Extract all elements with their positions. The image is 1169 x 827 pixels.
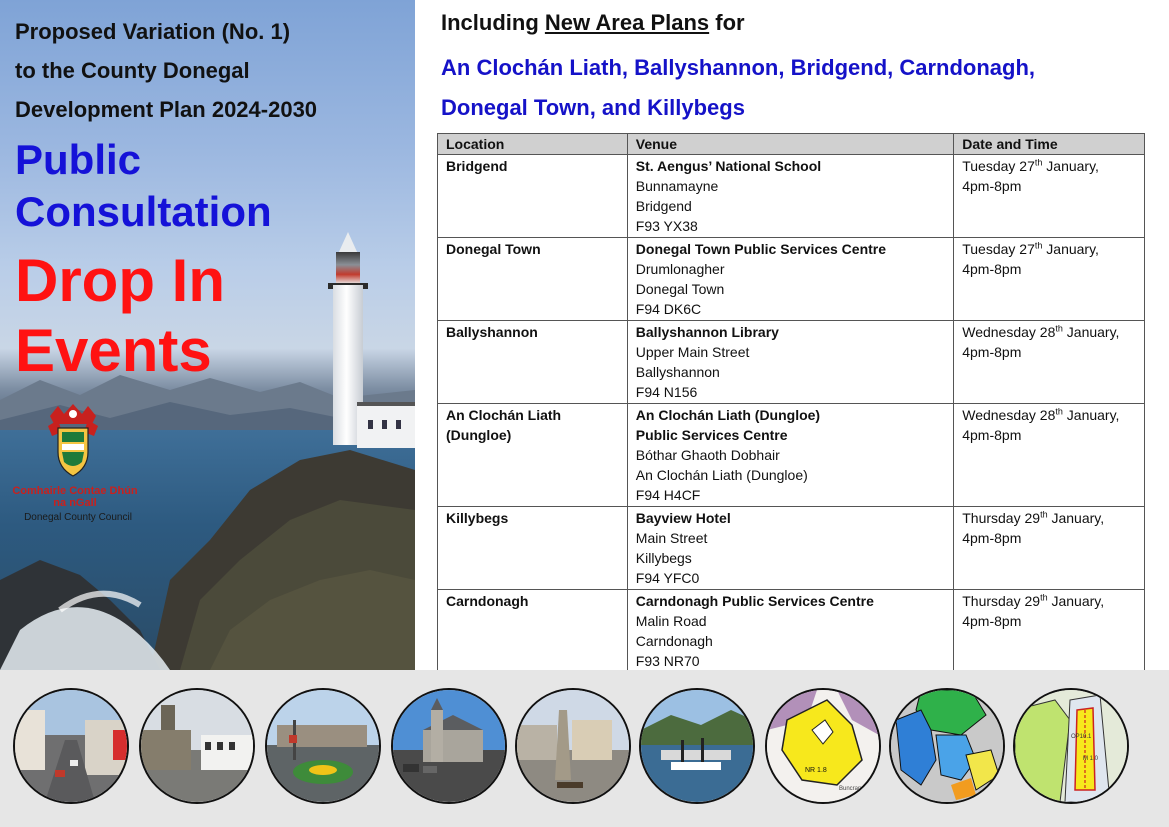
variation-title — [15, 12, 410, 129]
date-day: Wednesday 28 — [962, 407, 1056, 423]
venue-eircode: F93 NR70 — [635, 653, 700, 669]
venue-address-line: Carndonagh — [635, 633, 713, 649]
public-line: Public — [15, 136, 142, 183]
town-photo-harbour — [639, 688, 755, 804]
cottage-window — [382, 420, 387, 429]
venue-address-line: Drumlonagher — [635, 261, 725, 277]
location-cell — [438, 321, 628, 404]
venue-cell — [627, 155, 953, 238]
date-month: January, — [1042, 241, 1099, 257]
venue-name: St. Aengus’ National School — [635, 158, 822, 174]
venue-name: An Clochán Liath (Dungloe) — [635, 407, 821, 423]
venue-eircode: F94 H4CF — [635, 487, 701, 503]
date-time-cell — [954, 507, 1145, 590]
header-location: Location — [438, 134, 628, 155]
date-day: Tuesday 27 — [962, 158, 1035, 174]
event-time: 4pm-8pm — [962, 530, 1022, 546]
table-row — [438, 321, 1145, 404]
location-line: (Dungloe) — [446, 427, 512, 443]
drop-line: Events — [15, 317, 212, 384]
venue-address-line: An Clochán Liath (Dungloe) — [635, 467, 808, 483]
drop-line: Drop In — [15, 247, 225, 314]
town-photo-square — [139, 688, 255, 804]
date-suffix: th — [1055, 323, 1063, 334]
venue-cell — [627, 404, 953, 507]
event-date — [962, 322, 1136, 342]
towns-line: Donegal Town, and Killybegs — [441, 95, 745, 120]
lighthouse-cap — [338, 232, 358, 254]
venue-address-line: Bridgend — [635, 198, 692, 214]
table-header-row — [438, 134, 1145, 155]
date-suffix: th — [1040, 509, 1048, 520]
event-date — [962, 239, 1136, 259]
event-date — [962, 405, 1136, 425]
venue-table — [437, 133, 1145, 673]
event-date — [962, 508, 1136, 528]
date-time-cell — [954, 590, 1145, 673]
date-month: January, — [1042, 158, 1099, 174]
cottage-window — [368, 420, 373, 429]
area-plan-map-2 — [889, 688, 1005, 804]
location-cell — [438, 155, 628, 238]
council-name-irish: Comhairle Contae Dhún na nGall — [12, 485, 138, 509]
date-time-cell — [954, 238, 1145, 321]
headline-new-area-plans: New Area Plans — [544, 10, 710, 35]
date-suffix: th — [1034, 157, 1043, 168]
header-date-time: Date and Time — [954, 134, 1145, 155]
table-row — [438, 404, 1145, 507]
location-cell — [438, 507, 628, 590]
venue-address-line: Donegal Town — [635, 281, 725, 297]
venue-address-line: Upper Main Street — [635, 344, 750, 360]
venue-name: Bayview Hotel — [635, 510, 731, 526]
venue-name: Carndonagh Public Services Centre — [635, 593, 874, 609]
public-line: Consultation — [15, 188, 272, 235]
venue-address-line: Malin Road — [635, 613, 707, 629]
header-venue: Venue — [627, 134, 953, 155]
table-row — [438, 238, 1145, 321]
venue-cell — [627, 238, 953, 321]
drop-in-events-heading — [15, 246, 225, 386]
poster-panel — [0, 0, 415, 670]
venue-address-line: Bunnamayne — [635, 178, 719, 194]
table-row — [438, 155, 1145, 238]
event-time: 4pm-8pm — [962, 613, 1022, 629]
location-line: Killybegs — [446, 510, 509, 526]
venue-eircode: F94 YFC0 — [635, 570, 700, 586]
council-name-english: Donegal County Council — [24, 512, 132, 523]
town-photo-church — [391, 688, 507, 804]
location-line: An Clochán Liath — [446, 407, 562, 423]
date-day: Wednesday 28 — [962, 324, 1056, 340]
location-cell — [438, 238, 628, 321]
event-time: 4pm-8pm — [962, 344, 1022, 360]
headline-prefix: Including — [441, 10, 545, 35]
table-row — [438, 507, 1145, 590]
date-suffix: th — [1034, 240, 1043, 251]
towns-line: An Clochán Liath, Ballyshannon, Bridgend, Carndonagh, — [441, 55, 1036, 80]
public-consultation-heading — [15, 134, 272, 238]
date-time-cell — [954, 155, 1145, 238]
location-line: Ballyshannon — [446, 324, 538, 340]
venue-address-line: Bóthar Ghaoth Dobhair — [635, 447, 780, 463]
venue-name: Ballyshannon Library — [635, 324, 779, 340]
venue-eircode: F93 YX38 — [635, 218, 698, 234]
venue-eircode: F94 DK6C — [635, 301, 702, 317]
location-line: Carndonagh — [446, 593, 529, 609]
date-month: January, — [1062, 407, 1120, 423]
table-row — [438, 590, 1145, 673]
headline — [441, 6, 745, 40]
date-time-cell — [954, 404, 1145, 507]
location-cell — [438, 404, 628, 507]
event-date — [962, 591, 1136, 611]
venue-eircode: F94 N156 — [635, 384, 698, 400]
map-label-m: M 1.0 — [1083, 756, 1099, 762]
town-photo-diamond — [515, 688, 631, 804]
venue-address-line: Ballyshannon — [635, 364, 720, 380]
event-time: 4pm-8pm — [962, 261, 1022, 277]
map-label-op: OP10.1 — [1071, 734, 1092, 740]
event-time: 4pm-8pm — [962, 427, 1022, 443]
map-label-town: Buncrana — [839, 786, 865, 792]
venue-cell — [627, 507, 953, 590]
date-suffix: th — [1055, 406, 1063, 417]
date-suffix: th — [1040, 592, 1048, 603]
lighthouse-lantern — [336, 252, 360, 284]
variation-line: Development Plan 2024-2030 — [15, 97, 318, 122]
date-month: January, — [1047, 593, 1105, 609]
date-month: January, — [1047, 510, 1105, 526]
event-time: 4pm-8pm — [962, 178, 1022, 194]
area-plan-map-1 — [765, 688, 881, 804]
cottage-window — [396, 420, 401, 429]
date-month: January, — [1062, 324, 1120, 340]
date-day: Thursday 29 — [962, 510, 1041, 526]
area-plan-map-3 — [1013, 688, 1129, 804]
council-crest-icon — [44, 402, 102, 482]
variation-line: Proposed Variation (No. 1) — [15, 19, 291, 44]
date-day: Thursday 29 — [962, 593, 1041, 609]
headline-suffix: for — [709, 10, 745, 35]
map-label-nr: NR 1.8 — [805, 767, 827, 774]
location-line: Donegal Town — [446, 241, 541, 257]
venue-cell — [627, 590, 953, 673]
town-photo-street — [13, 688, 129, 804]
location-cell — [438, 590, 628, 673]
event-date — [962, 156, 1136, 176]
town-photo-roundabout — [265, 688, 381, 804]
venue-cell — [627, 321, 953, 404]
venue-name: Donegal Town Public Services Centre — [635, 241, 887, 257]
venue-address-line: Killybegs — [635, 550, 692, 566]
date-day: Tuesday 27 — [962, 241, 1035, 257]
venue-name: Public Services Centre — [635, 427, 788, 443]
date-time-cell — [954, 321, 1145, 404]
variation-line: to the County Donegal — [15, 58, 250, 83]
location-line: Bridgend — [446, 158, 508, 174]
venue-address-line: Main Street — [635, 530, 708, 546]
towns-list — [441, 48, 1161, 128]
